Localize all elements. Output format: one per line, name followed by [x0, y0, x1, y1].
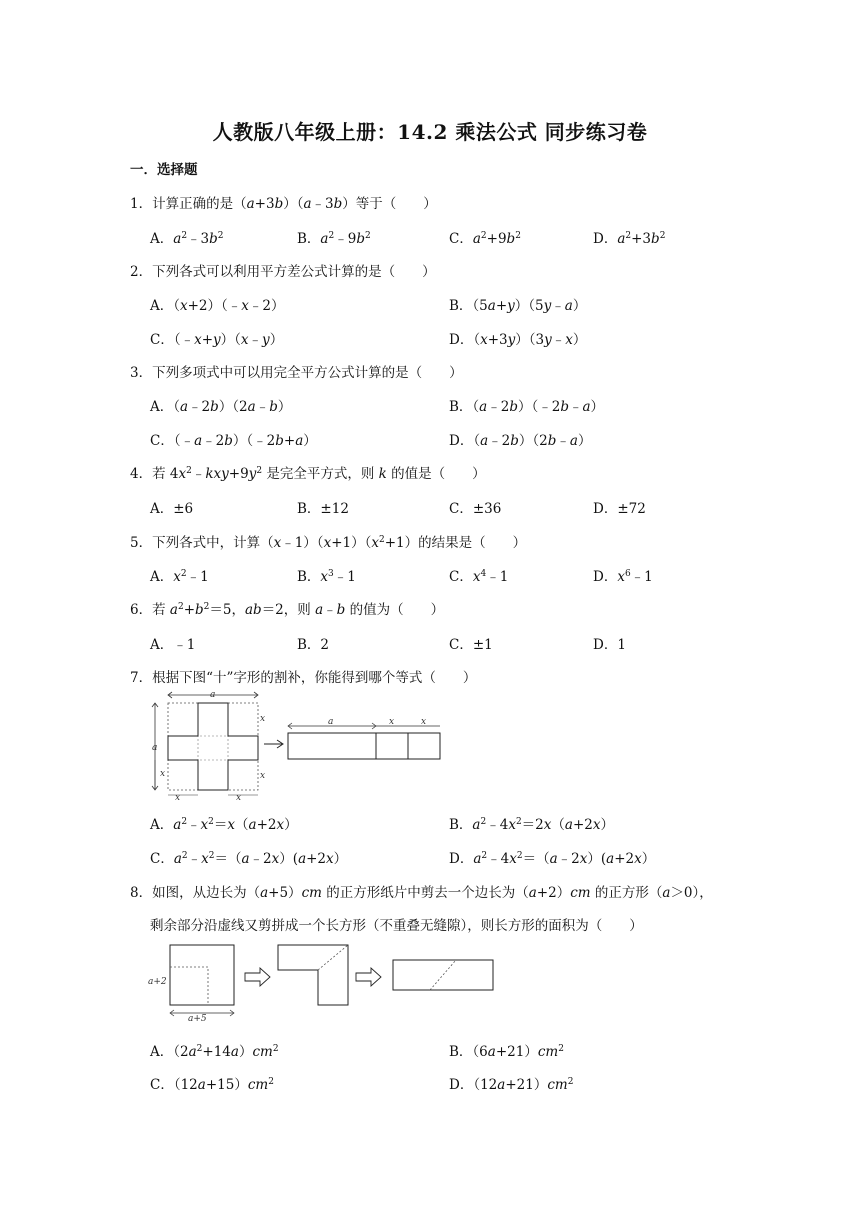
q1-option-d[interactable]: D．$a^2+3b^2$	[593, 231, 666, 247]
q3-option-c[interactable]: C．（﹣a﹣2b）（﹣2b+a）	[150, 433, 317, 449]
svg-text:x: x	[260, 771, 266, 781]
q2-option-a[interactable]: A．（x+2）（﹣x﹣2）	[150, 298, 285, 314]
q3-option-d[interactable]: D．（a﹣2b）（2b﹣a）	[449, 433, 592, 449]
q7-option-a[interactable]: A．$a^2﹣x^2=x(a+2x)$	[150, 817, 298, 833]
q2-option-d[interactable]: D．（x+3y）（3y﹣x）	[449, 332, 587, 348]
svg-text:a: a	[328, 717, 334, 727]
q5-option-a[interactable]: A．$x^2﹣1$	[150, 569, 209, 585]
q3-option-b[interactable]: B．（a﹣2b）（﹣2b﹣a）	[449, 399, 605, 415]
q6-option-c[interactable]: C．±1	[449, 637, 493, 653]
q1-option-a[interactable]: A．$a^2﹣3b^2$	[150, 231, 224, 247]
svg-text:x: x	[236, 793, 242, 803]
question-4-stem: 4．若 $4x^2﹣kxy+9y^2$ 是完全平方式，则 k 的值是（ ）	[130, 466, 486, 482]
fig7-label-a-left: a	[152, 743, 158, 753]
svg-text:x: x	[175, 793, 181, 803]
q2-option-b[interactable]: B．（5a+y）（5y﹣a）	[449, 298, 587, 314]
q1-option-b[interactable]: B．$a^2﹣9b^2$	[297, 231, 371, 247]
q3-option-a[interactable]: A．（a﹣2b）（2a﹣b）	[150, 399, 292, 415]
q7-option-c[interactable]: C．$a^2﹣x^2=(a﹣2x)(a+2x)$	[150, 851, 348, 867]
svg-text:x: x	[421, 717, 427, 727]
q2-option-c[interactable]: C．（﹣x+y）（x﹣y）	[150, 332, 284, 348]
question-1-stem: 1．计算正确的是（a+3b）（a﹣3b）等于（ ）	[130, 196, 437, 212]
q8-option-a[interactable]: A．$(2a^2+14a)cm^2$	[150, 1044, 279, 1060]
q6-option-b[interactable]: B．2	[297, 637, 330, 653]
fig8-label-a-plus-5: a+5	[188, 1014, 207, 1024]
question-8-stem: 8．如图，从边长为（a+5）cm 的正方形纸片中剪去一个边长为（a+2）cm 的正方形（a＞0），	[130, 885, 713, 901]
q7-option-d[interactable]: D．$a^2﹣4x^2=(a﹣2x)(a+2x)$	[449, 851, 656, 867]
fig8-label-a-plus-2: a+2	[148, 977, 167, 987]
q5-option-c[interactable]: C．$x^4﹣1$	[449, 569, 509, 585]
q5-option-d[interactable]: D．$x^6﹣1$	[593, 569, 653, 585]
q7-option-b[interactable]: B．$a^2﹣4x^2=2x(a+2x)$	[449, 817, 614, 833]
svg-text:x: x	[260, 714, 266, 724]
svg-text:x: x	[160, 769, 166, 779]
q8-option-d[interactable]: D．$(12a+21)cm^2$	[449, 1077, 574, 1093]
figure-8-square-diagram	[148, 940, 498, 1025]
q8-option-b[interactable]: B．$(6a+21)cm^2$	[449, 1044, 564, 1060]
page-title: 人教版八年级上册：14.2 乘法公式 同步练习卷	[212, 120, 648, 144]
q5-option-b[interactable]: B．$x^3﹣1$	[297, 569, 356, 585]
question-6-stem: 6．若 $a^2+b^2=5$，ab＝2，则 a﹣b 的值为（ ）	[130, 602, 445, 618]
question-7-stem: 7．根据下图“十”字形的割补，你能得到哪个等式（ ）	[130, 670, 477, 686]
q4-option-a[interactable]: A．±6	[150, 501, 194, 517]
q4-option-d[interactable]: D．±72	[593, 501, 646, 517]
question-3-stem: 3．下列多项式中可以用完全平方公式计算的是（ ）	[130, 365, 463, 381]
section-heading: 一．选择题	[130, 162, 198, 178]
q6-option-a[interactable]: A．﹣1	[150, 637, 196, 653]
q4-option-b[interactable]: B．±12	[297, 501, 349, 517]
figure-7-cross-diagram	[148, 688, 448, 803]
q4-option-c[interactable]: C．±36	[449, 501, 502, 517]
question-2-stem: 2．下列各式可以利用平方差公式计算的是（ ）	[130, 264, 436, 280]
q8-option-c[interactable]: C．$(12a+15)cm^2$	[150, 1077, 274, 1093]
question-8-stem-line2: 剩余部分沿虚线又剪拼成一个长方形（不重叠无缝隙），则长方形的面积为（ ）	[150, 918, 643, 934]
q6-option-d[interactable]: D．1	[593, 637, 626, 653]
q1-option-c[interactable]: C．$a^2+9b^2$	[449, 231, 521, 247]
question-5-stem: 5．下列各式中，计算$(x﹣1)(x+1)(x^2+1)$的结果是（ ）	[130, 535, 527, 551]
svg-text:x: x	[389, 717, 395, 727]
fig7-label-a-top: a	[210, 690, 216, 700]
